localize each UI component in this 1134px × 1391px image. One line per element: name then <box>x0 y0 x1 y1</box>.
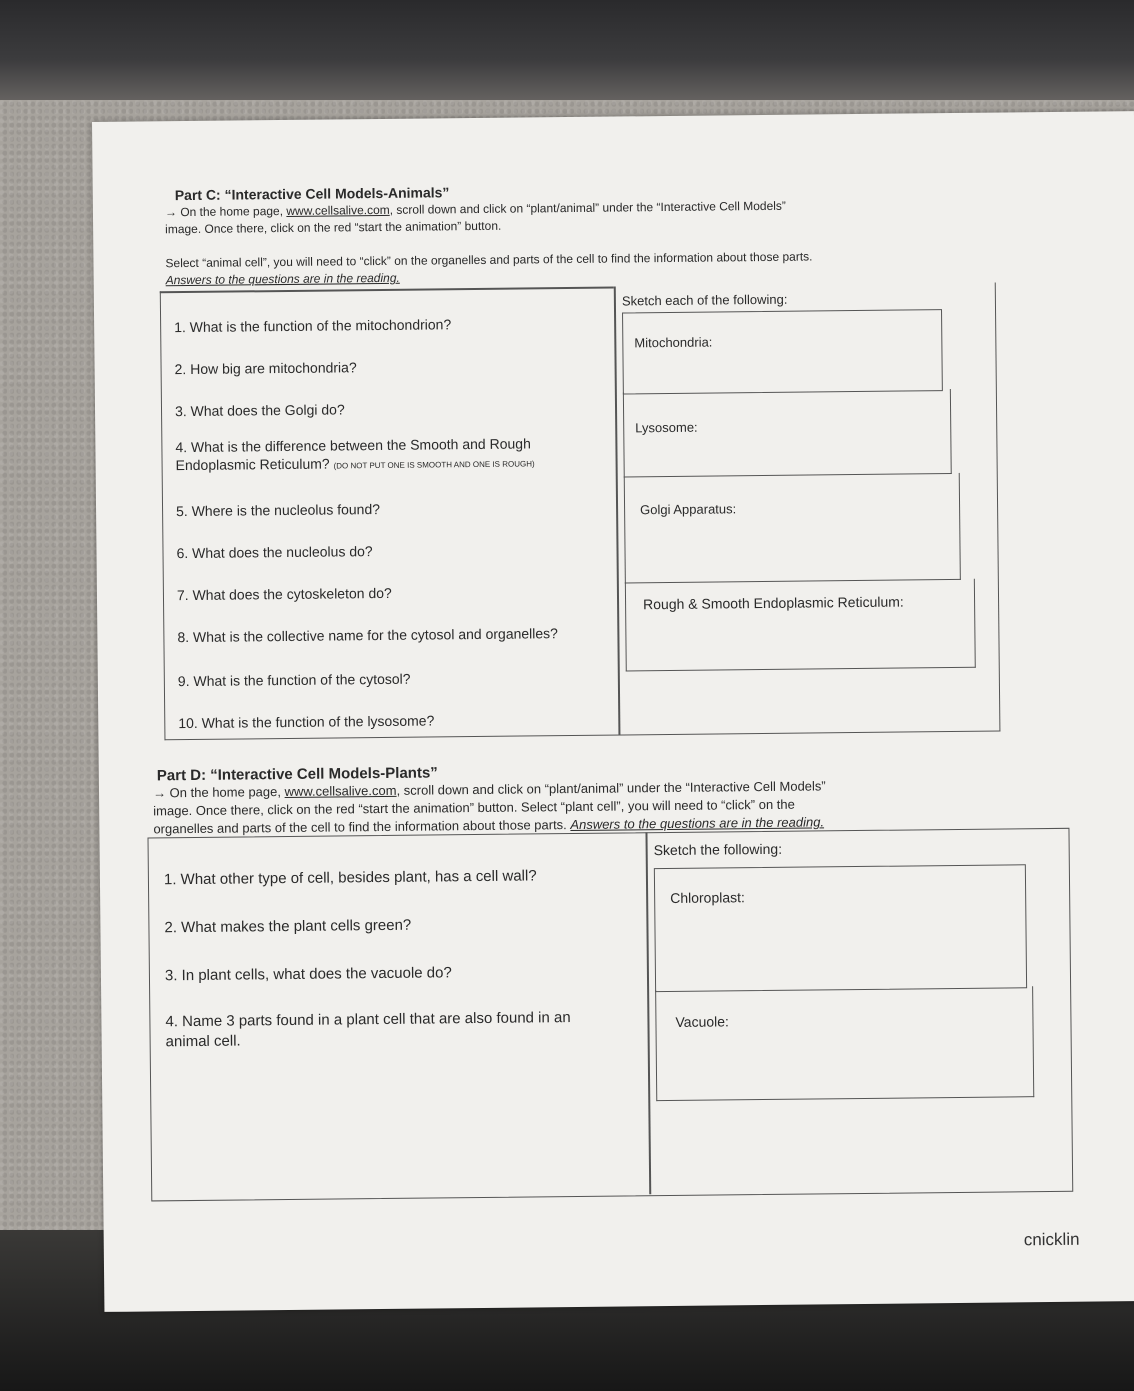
part-c-question-4: 4. What is the difference between the Smooth and Rough <box>175 435 531 456</box>
part-c-instruction-4: Answers to the questions are in the reading. <box>165 270 400 288</box>
part-d-title: Part D: “Interactive Cell Models-Plants” <box>156 764 438 785</box>
part-c-instruction-2: image. Once there, click on the red “start the animation” button. <box>165 218 502 237</box>
part-d-question-4-line2: animal cell. <box>165 1032 241 1051</box>
part-c-q4-text: Endoplasmic Reticulum? <box>175 455 330 474</box>
part-d-instr-1b: , scroll down and click on “plant/animal” under the “Interactive Cell Models” <box>396 778 826 798</box>
sketch-label-mitochondria: Mitochondria: <box>634 334 713 351</box>
sketch-label-vacuole: Vacuole: <box>675 1013 729 1030</box>
background-top <box>0 0 1134 110</box>
part-c-question-9: 9. What is the function of the cytosol? <box>177 670 411 690</box>
part-d-question-3: 3. In plant cells, what does the vacuole do? <box>164 964 452 985</box>
part-c-question-2: 2. How big are mitochondria? <box>174 359 357 378</box>
part-c-question-3: 3. What does the Golgi do? <box>174 401 345 420</box>
sketch-box-golgi <box>624 473 961 584</box>
sketch-label-golgi: Golgi Apparatus: <box>640 501 737 518</box>
author-signature: cnicklin <box>1023 1229 1080 1250</box>
part-d-instr-1a: → On the home page, <box>152 784 285 801</box>
part-c-question-6: 6. What does the nucleolus do? <box>176 543 373 562</box>
part-c-question-8: 8. What is the collective name for the cytosol and organelles? <box>177 625 559 646</box>
part-c-question-10: 10. What is the function of the lysosome? <box>178 712 435 732</box>
worksheet-paper <box>92 111 1134 1312</box>
part-d-link: www.cellsalive.com <box>284 782 397 800</box>
part-c-instr-1a: → On the home page, <box>164 203 287 220</box>
part-d-sketch-header: Sketch the following: <box>653 840 783 859</box>
part-c-q4-note: (DO NOT PUT ONE IS SMOOTH AND ONE IS ROUGH) <box>333 459 535 471</box>
sketch-label-er: Rough & Smooth Endoplasmic Reticulum: <box>642 593 904 613</box>
part-d-question-2: 2. What makes the plant cells green? <box>164 916 412 937</box>
part-c-question-1: 1. What is the function of the mitochondrion? <box>174 316 452 336</box>
part-d-question-1: 1. What other type of cell, besides plant, has a cell wall? <box>163 867 537 889</box>
part-c-instr-1b: , scroll down and click on “plant/animal” under the “Interactive Cell Models” <box>389 198 786 217</box>
part-d-instruction-2: image. Once there, click on the red “start the animation” button. Select “plant cell”, you will need to “click” on the <box>153 796 795 819</box>
sketch-box-mitochondria <box>622 309 943 394</box>
part-c-sketch-header: Sketch each of the following: <box>621 291 788 309</box>
part-c-title: Part C: “Interactive Cell Models-Animals” <box>174 184 450 204</box>
part-d-instr-3a: organelles and parts of the cell to find the information about those parts. <box>153 817 571 837</box>
part-c-instruction-3: Select “animal cell”, you will need to “click” on the organelles and parts of the cell to find the information about those parts. <box>165 249 813 271</box>
sketch-box-vacuole <box>655 986 1034 1101</box>
part-c-link: www.cellsalive.com <box>286 202 390 218</box>
sketch-box-er <box>625 579 976 672</box>
part-d-question-4: 4. Name 3 parts found in a plant cell that are also found in an <box>165 1009 571 1031</box>
sketch-label-lysosome: Lysosome: <box>635 419 698 436</box>
part-c-question-5: 5. Where is the nucleolus found? <box>175 501 381 520</box>
sketch-label-chloroplast: Chloroplast: <box>670 889 745 906</box>
sketch-box-chloroplast <box>654 864 1027 992</box>
part-d-instr-3b: Answers to the questions are in the reading. <box>570 814 825 833</box>
part-c-question-7: 7. What does the cytoskeleton do? <box>176 584 392 604</box>
